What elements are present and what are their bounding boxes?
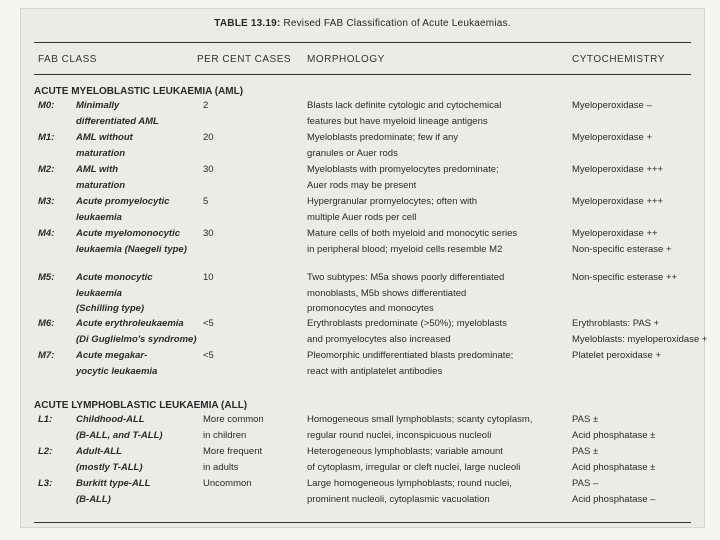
cell-name: (mostly T-ALL) bbox=[76, 461, 143, 473]
cell-name: yocytic leukaemia bbox=[76, 365, 158, 377]
cell-cyto: Erythroblasts: PAS + bbox=[572, 318, 660, 329]
cell-morph: Mature cells of both myeloid and monocytic series bbox=[307, 228, 518, 239]
cell-name: (Di Guglielmo's syndrome) bbox=[76, 333, 197, 345]
cell-name: Minimally bbox=[76, 100, 120, 111]
section-title: ACUTE LYMPHOBLASTIC LEUKAEMIA (ALL) bbox=[34, 400, 248, 411]
cell-cyto: Non-specific esterase ++ bbox=[572, 272, 678, 283]
cell-name: (B-ALL) bbox=[76, 493, 111, 505]
cell-name: Burkitt type-ALL bbox=[76, 478, 151, 489]
cell-morph: Heterogeneous lymphoblasts; variable amount bbox=[307, 446, 503, 457]
table-caption: Revised FAB Classification of Acute Leukaemias. bbox=[283, 18, 511, 29]
cell-morph: react with antiplatelet antibodies bbox=[307, 365, 443, 377]
cell-pct: 30 bbox=[203, 164, 214, 175]
cell-pct: in children bbox=[203, 429, 247, 441]
cell-pct: More frequent bbox=[203, 446, 263, 457]
header-morphology: MORPHOLOGY bbox=[307, 54, 385, 65]
cell-morph: Auer rods may be present bbox=[307, 179, 417, 191]
cell-cyto: Platelet peroxidase + bbox=[572, 350, 661, 361]
cell-pct: 10 bbox=[203, 272, 214, 283]
cell-morph: Myeloblasts predominate; few if any bbox=[307, 132, 459, 143]
cell-cyto: Myeloperoxidase ++ bbox=[572, 228, 658, 239]
fab-class-code: M7: bbox=[38, 350, 55, 361]
fab-class-code: L1: bbox=[38, 414, 53, 425]
fab-class-code: M4: bbox=[38, 228, 55, 239]
fab-class-code: L3: bbox=[38, 478, 53, 489]
fab-class-code: M2: bbox=[38, 164, 55, 175]
cell-morph: of cytoplasm, irregular or cleft nuclei, large nucleoli bbox=[307, 461, 521, 473]
cell-morph: and promyelocytes also increased bbox=[307, 333, 451, 345]
header-cytochemistry: CYTOCHEMISTRY bbox=[572, 54, 665, 65]
top-rule bbox=[34, 42, 691, 43]
fab-class-code: M0: bbox=[38, 100, 55, 111]
fab-class-code: M1: bbox=[38, 132, 55, 143]
cell-cyto: PAS ± bbox=[572, 446, 599, 457]
cell-name: maturation bbox=[76, 147, 126, 159]
cell-morph: granules or Auer rods bbox=[307, 147, 398, 159]
cell-name: Acute promyelocytic bbox=[76, 196, 170, 207]
cell-cyto: Myeloperoxidase +++ bbox=[572, 196, 664, 207]
bottom-rule bbox=[34, 522, 691, 523]
header-rule bbox=[34, 74, 691, 75]
cell-name: leukaemia (Naegeli type) bbox=[76, 243, 187, 255]
cell-name: AML without bbox=[76, 132, 133, 143]
cell-pct: 20 bbox=[203, 132, 214, 143]
cell-cyto: Myeloperoxidase – bbox=[572, 100, 652, 111]
fab-class-code: M6: bbox=[38, 318, 55, 329]
cell-cyto: Acid phosphatase – bbox=[572, 493, 656, 505]
cell-name: leukaemia bbox=[76, 211, 122, 223]
section-title: ACUTE MYELOBLASTIC LEUKAEMIA (AML) bbox=[34, 86, 244, 97]
cell-cyto: Acid phosphatase ± bbox=[572, 461, 656, 473]
cell-morph: regular round nuclei, inconspicuous nucleoli bbox=[307, 429, 492, 441]
cell-morph: Erythroblasts predominate (>50%); myeloblasts bbox=[307, 318, 507, 329]
cell-cyto: Acid phosphatase ± bbox=[572, 429, 656, 441]
fab-class-code: M5: bbox=[38, 272, 55, 283]
cell-morph: Large homogeneous lymphoblasts; round nuclei, bbox=[307, 478, 512, 489]
cell-name: Acute myelomonocytic bbox=[76, 228, 180, 239]
cell-pct: 2 bbox=[203, 100, 209, 111]
cell-name: Acute erythroleukaemia bbox=[76, 318, 184, 329]
cell-cyto: PAS – bbox=[572, 478, 599, 489]
header-percent-cases: PER CENT CASES bbox=[197, 54, 292, 65]
table-number: TABLE 13.19: bbox=[214, 18, 281, 29]
cell-morph: Hypergranular promyelocytes; often with bbox=[307, 196, 478, 207]
cell-name: AML with bbox=[76, 164, 119, 175]
cell-morph: multiple Auer rods per cell bbox=[307, 211, 417, 223]
cell-name: Childhood-ALL bbox=[76, 414, 145, 425]
cell-morph: in peripheral blood; myeloid cells resemble M2 bbox=[307, 243, 503, 255]
cell-morph: features but have myeloid lineage antigens bbox=[307, 115, 488, 127]
header-fab-class: FAB CLASS bbox=[38, 54, 97, 65]
cell-name: (Schilling type) bbox=[76, 303, 145, 315]
cell-name: leukaemia bbox=[76, 287, 122, 299]
cell-pct: 5 bbox=[203, 196, 209, 207]
fab-class-code: L2: bbox=[38, 446, 53, 457]
table-title bbox=[20, 18, 705, 29]
cell-name: Acute megakar- bbox=[76, 350, 148, 361]
cell-morph: Homogeneous small lymphoblasts; scanty cytoplasm, bbox=[307, 414, 533, 425]
cell-morph: Two subtypes: M5a shows poorly differentiated bbox=[307, 272, 505, 283]
cell-pct: in adults bbox=[203, 461, 239, 473]
cell-morph: Pleomorphic undifferentiated blasts predominate; bbox=[307, 350, 514, 361]
cell-name: (B-ALL, and T-ALL) bbox=[76, 429, 163, 441]
cell-pct: More common bbox=[203, 414, 264, 425]
cell-morph: prominent nucleoli, cytoplasmic vacuolation bbox=[307, 493, 490, 505]
cell-morph: monoblasts, M5b shows differentiated bbox=[307, 287, 467, 299]
cell-morph: Blasts lack definite cytologic and cytochemical bbox=[307, 100, 502, 111]
cell-cyto: Myeloperoxidase + bbox=[572, 132, 653, 143]
cell-cyto: PAS ± bbox=[572, 414, 599, 425]
cell-cyto: Myeloblasts: myeloperoxidase + bbox=[572, 333, 708, 345]
cell-name: Acute monocytic bbox=[76, 272, 153, 283]
cell-name: maturation bbox=[76, 179, 126, 191]
fab-class-code: M3: bbox=[38, 196, 55, 207]
cell-cyto: Myeloperoxidase +++ bbox=[572, 164, 664, 175]
textbook-page bbox=[20, 8, 708, 528]
cell-pct: <5 bbox=[203, 350, 214, 361]
cell-pct: <5 bbox=[203, 318, 214, 329]
cell-name: differentiated AML bbox=[76, 115, 159, 127]
cell-cyto: Non-specific esterase + bbox=[572, 243, 672, 255]
cell-name: Adult-ALL bbox=[76, 446, 122, 457]
cell-morph: Myeloblasts with promyelocytes predominate; bbox=[307, 164, 499, 175]
cell-pct: Uncommon bbox=[203, 478, 252, 489]
cell-morph: promonocytes and monocytes bbox=[307, 303, 434, 315]
cell-pct: 30 bbox=[203, 228, 214, 239]
